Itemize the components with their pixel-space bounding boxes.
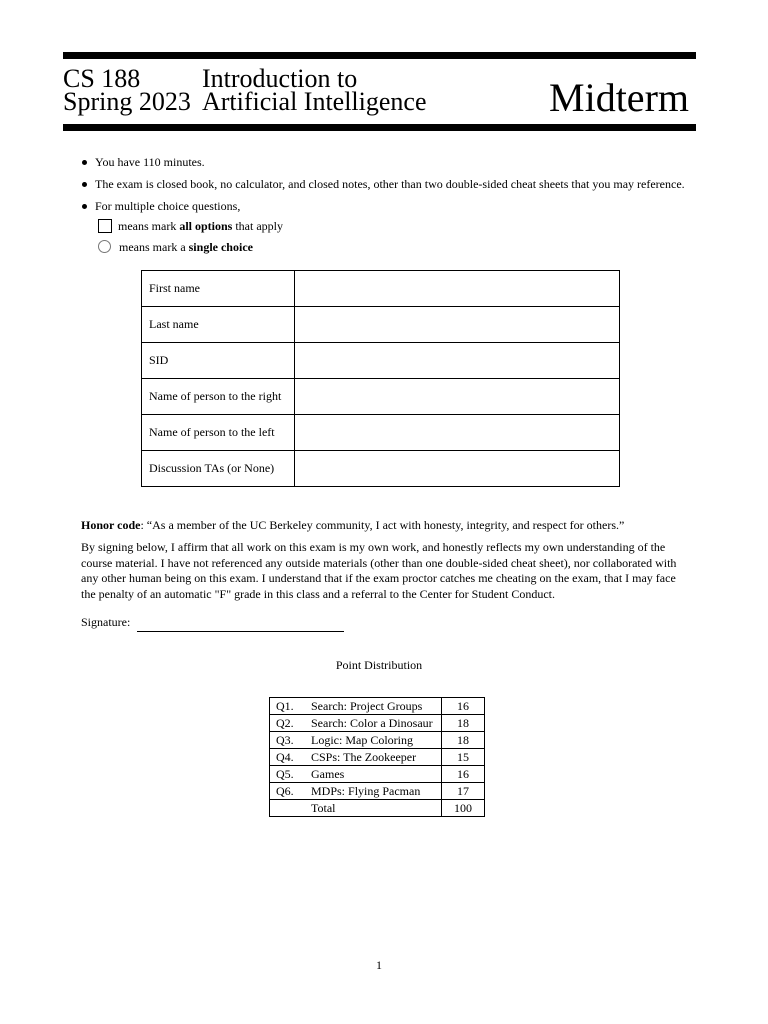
exam-name: Midterm — [549, 75, 689, 120]
question-points: 15 — [442, 749, 485, 766]
total-label: Total — [305, 800, 442, 817]
header-bottom-rule — [63, 124, 696, 131]
signature-line[interactable] — [137, 631, 344, 632]
person-right-field[interactable] — [295, 379, 620, 415]
last-name-label: Last name — [142, 307, 295, 343]
table-row — [270, 715, 485, 732]
first-name-field[interactable] — [295, 271, 620, 307]
question-topic: Search: Color a Dinosaur — [305, 715, 442, 732]
table-row — [142, 415, 620, 451]
last-name-field[interactable] — [295, 307, 620, 343]
table-row — [142, 451, 620, 487]
course-title-line1: Introduction to — [202, 64, 358, 93]
question-topic: MDPs: Flying Pacman — [305, 783, 442, 800]
first-name-label: First name — [142, 271, 295, 307]
radio-circle-icon — [98, 240, 111, 253]
signature-label: Signature: — [81, 615, 131, 629]
point-distribution-title: Point Distribution — [335, 658, 423, 672]
page-number: 1 — [376, 958, 382, 972]
person-right-label: Name of person to the right — [142, 379, 295, 415]
table-row — [270, 766, 485, 783]
question-topic: CSPs: The Zookeeper — [305, 749, 442, 766]
honor-code-label: Honor code — [81, 518, 141, 532]
table-row — [270, 783, 485, 800]
instruction-item: For multiple choice questions, — [82, 198, 685, 220]
table-row — [270, 749, 485, 766]
person-left-field[interactable] — [295, 415, 620, 451]
honor-affirmation: By signing below, I affirm that all work on this exam is my own work, and honestly reflects my own understanding of the course material. I have not referenced any outside materials (other than one double-sided cheat sheet), nor collaborated with any other human being on this exam. I understand that if the exam proctor catches me cheating on the exam, that I may face the penalty of an automatic "F" grade in this class and a referral to the Center for Student Conduct. — [81, 540, 677, 601]
mc-all-bold: all options — [179, 219, 233, 233]
question-points: 16 — [442, 766, 485, 783]
mc-all-prefix: means mark — [118, 219, 177, 233]
mc-single-prefix: means mark a — [119, 240, 186, 254]
student-info-table — [141, 270, 620, 487]
table-row-total — [270, 800, 485, 817]
discussion-tas-field[interactable] — [295, 451, 620, 487]
table-row — [270, 698, 485, 715]
question-points: 18 — [442, 715, 485, 732]
honor-code-text: : “As a member of the UC Berkeley community, I act with honesty, integrity, and respect for others.” — [140, 518, 625, 532]
table-row — [142, 271, 620, 307]
question-number: Q2. — [270, 715, 306, 732]
question-topic: Logic: Map Coloring — [305, 732, 442, 749]
checkbox-square-icon — [98, 219, 112, 233]
point-distribution-table — [269, 697, 485, 817]
course-term: Spring 2023 — [63, 87, 191, 116]
question-number: Q6. — [270, 783, 306, 800]
sid-field[interactable] — [295, 343, 620, 379]
course-code: CS 188 — [63, 64, 141, 93]
question-number: Q3. — [270, 732, 306, 749]
question-points: 16 — [442, 698, 485, 715]
mc-single-bold: single choice — [188, 240, 253, 254]
header-top-rule — [63, 52, 696, 59]
sid-label: SID — [142, 343, 295, 379]
table-row — [142, 379, 620, 415]
person-left-label: Name of person to the left — [142, 415, 295, 451]
question-number: Q1. — [270, 698, 306, 715]
table-row — [142, 307, 620, 343]
question-topic: Games — [305, 766, 442, 783]
honor-code — [81, 517, 624, 533]
question-number — [270, 800, 306, 817]
table-row — [270, 732, 485, 749]
question-points: 17 — [442, 783, 485, 800]
question-number: Q5. — [270, 766, 306, 783]
question-number: Q4. — [270, 749, 306, 766]
discussion-tas-label: Discussion TAs (or None) — [142, 451, 295, 487]
instructions-list — [82, 154, 685, 220]
question-topic: Search: Project Groups — [305, 698, 442, 715]
course-title-line2: Artificial Intelligence — [202, 87, 427, 116]
table-row — [142, 343, 620, 379]
instruction-item: You have 110 minutes. — [82, 154, 685, 176]
mc-single-choice-legend — [98, 239, 253, 255]
instruction-item: The exam is closed book, no calculator, and closed notes, other than two double-sided cheat sheets that you may reference. — [82, 176, 685, 198]
mc-all-suffix: that apply — [235, 219, 283, 233]
mc-all-options-legend — [98, 218, 283, 234]
question-points: 18 — [442, 732, 485, 749]
total-points: 100 — [442, 800, 485, 817]
